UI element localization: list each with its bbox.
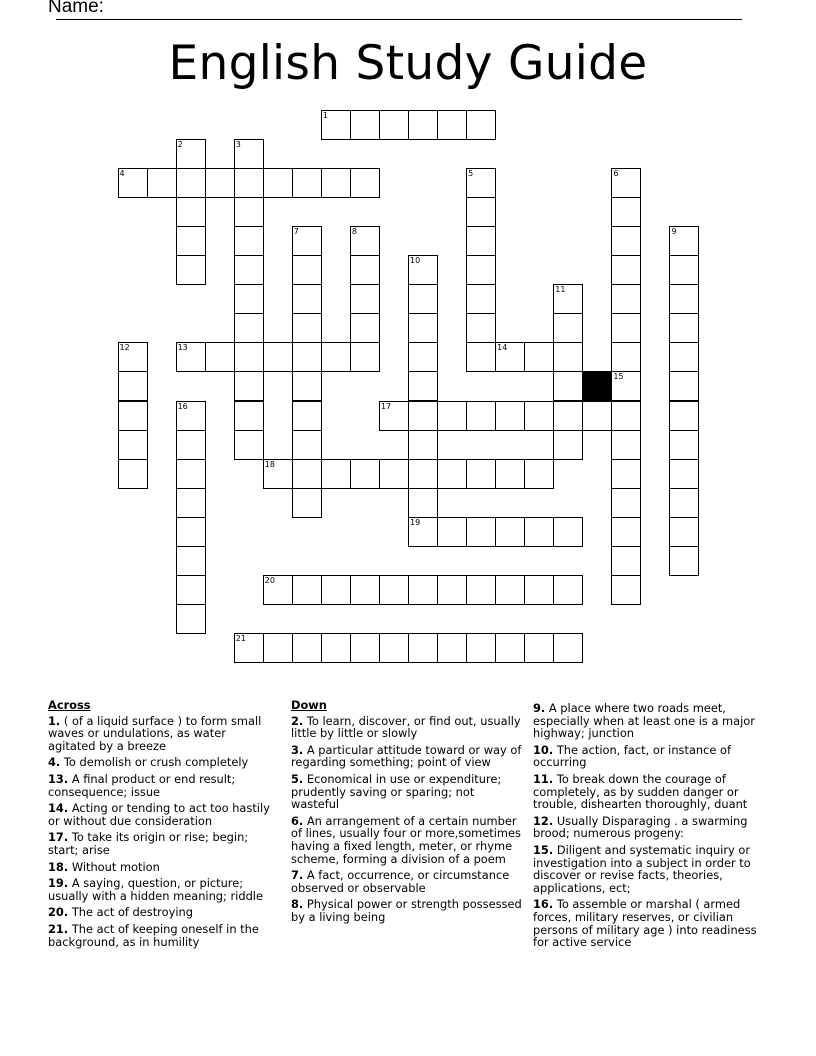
clue-text: Without motion: [71, 859, 160, 874]
crossword-cell[interactable]: [524, 401, 554, 431]
cell-number: 12: [119, 343, 130, 353]
cell-number: 11: [555, 285, 566, 295]
crossword-cell[interactable]: [118, 342, 148, 372]
crossword-cell[interactable]: [292, 168, 322, 198]
crossword-cell[interactable]: [495, 633, 525, 663]
crossword-cell[interactable]: [466, 168, 496, 198]
crossword-cell[interactable]: [234, 401, 264, 431]
crossword-cell[interactable]: [292, 342, 322, 372]
clue-text: Acting or tending to act too hastily or without due consideration: [48, 801, 270, 828]
clue-item: [533, 744, 765, 769]
clue-number: 18.: [48, 859, 69, 874]
clue-number: 20.: [48, 905, 69, 920]
crossword-cell[interactable]: [234, 633, 264, 663]
crossword-cell[interactable]: [292, 430, 322, 460]
crossword-cell[interactable]: [321, 168, 351, 198]
clue-item: [48, 861, 270, 874]
crossword-cell[interactable]: [118, 459, 148, 489]
crossword-cell[interactable]: [321, 110, 351, 140]
crossword-cell[interactable]: [611, 546, 641, 576]
cell-number: 10: [410, 256, 421, 266]
crossword-cell[interactable]: [292, 633, 322, 663]
cell-number: 4: [119, 169, 125, 179]
crossword-cell[interactable]: [466, 633, 496, 663]
crossword-cell[interactable]: [234, 284, 264, 314]
clue-number: 9.: [533, 701, 546, 715]
clue-text: A final product or end result; consequence; issue: [48, 771, 236, 799]
crossword-cell[interactable]: [350, 313, 380, 343]
clue-text: ( of a liquid surface ) to form small waves or undulations, as water agitated by a breeze: [48, 713, 262, 753]
crossword-cell[interactable]: [437, 575, 467, 605]
crossword-cell[interactable]: [408, 430, 438, 460]
crossword-cell[interactable]: [292, 488, 322, 518]
crossword-cell[interactable]: [321, 633, 351, 663]
crossword-cell[interactable]: [350, 633, 380, 663]
clue-item: [48, 906, 270, 919]
clue-text: A place where two roads meet, especially when at least one is a major highway; junction: [533, 701, 755, 741]
clue-item: [533, 844, 765, 894]
crossword-cell[interactable]: [466, 459, 496, 489]
clue-item: [291, 815, 523, 865]
crossword-cell[interactable]: [611, 197, 641, 227]
crossword-cell[interactable]: [466, 284, 496, 314]
crossword-cell[interactable]: [408, 575, 438, 605]
crossword-cell[interactable]: [176, 488, 206, 518]
cell-number: 21: [235, 633, 246, 643]
clue-text: Usually Disparaging . a swarming brood; numerous progeny:: [533, 813, 748, 841]
crossword-cell[interactable]: [292, 371, 322, 401]
crossword-cell[interactable]: [118, 168, 148, 198]
clue-number: 14.: [48, 801, 69, 816]
crossword-cell[interactable]: [466, 313, 496, 343]
crossword-cell[interactable]: [437, 517, 467, 547]
crossword-cell[interactable]: [176, 139, 206, 169]
crossword-cell[interactable]: [176, 168, 206, 198]
crossword-cell[interactable]: [669, 371, 699, 401]
clue-item: [291, 744, 523, 769]
crossword-cell[interactable]: [321, 459, 351, 489]
cell-number: 7: [293, 227, 299, 237]
crossword-cell[interactable]: [176, 226, 206, 256]
cell-number: 14: [497, 343, 508, 353]
crossword-cell[interactable]: [553, 284, 583, 314]
crossword-cell[interactable]: [350, 459, 380, 489]
clue-number: 13.: [48, 771, 69, 786]
crossword-cell[interactable]: [669, 284, 699, 314]
crossword-cell[interactable]: [176, 401, 206, 431]
crossword-cell[interactable]: [611, 226, 641, 256]
crossword-cell[interactable]: [118, 430, 148, 460]
clue-text: The act of keeping oneself in the background, as in humility: [48, 921, 259, 949]
crossword-cell[interactable]: [611, 255, 641, 285]
crossword-cell[interactable]: [669, 255, 699, 285]
crossword-cell[interactable]: [524, 633, 554, 663]
crossword-cell[interactable]: [524, 575, 554, 605]
crossword-cell[interactable]: [292, 226, 322, 256]
crossword-cell[interactable]: [234, 255, 264, 285]
crossword-cell[interactable]: [495, 459, 525, 489]
crossword-cell[interactable]: [176, 255, 206, 285]
cell-number: 1: [322, 111, 328, 120]
crossword-cell[interactable]: [669, 401, 699, 431]
crossword-cell[interactable]: [495, 401, 525, 431]
clue-item: [48, 923, 270, 948]
crossword-cell[interactable]: [321, 575, 351, 605]
cell-number: 13: [177, 343, 188, 353]
crossword-cell[interactable]: [321, 342, 351, 372]
crossword-cell[interactable]: [379, 575, 409, 605]
clue-number: 11.: [533, 771, 554, 786]
crossword-cell[interactable]: [263, 633, 293, 663]
page-title: English Study Guide: [168, 36, 648, 91]
crossword-cell[interactable]: [350, 168, 380, 198]
clue-text: A particular attitude toward or way of regarding something; point of view: [291, 742, 522, 770]
crossword-cell[interactable]: [176, 575, 206, 605]
crossword-cell[interactable]: [408, 255, 438, 285]
crossword-cell[interactable]: [292, 459, 322, 489]
crossword-cell[interactable]: [234, 342, 264, 372]
cell-number: 20: [264, 575, 275, 585]
crossword-cell[interactable]: [669, 313, 699, 343]
clue-item: [291, 715, 523, 740]
clue-item: [533, 702, 765, 740]
crossword-cell[interactable]: [176, 604, 206, 634]
crossword-cell[interactable]: [582, 401, 612, 431]
clue-item: [533, 815, 765, 840]
crossword-cell[interactable]: [350, 226, 380, 256]
clue-text: A fact, occurrence, or circumstance observed or observable: [291, 868, 510, 895]
crossword-cell[interactable]: [147, 168, 177, 198]
clue-number: 7.: [291, 868, 304, 883]
clue-number: 6.: [291, 813, 304, 828]
crossword-cell[interactable]: [611, 488, 641, 518]
crossword-cell[interactable]: [176, 459, 206, 489]
crossword-cell[interactable]: [263, 342, 293, 372]
crossword-cell[interactable]: [611, 575, 641, 605]
crossword-cell[interactable]: [408, 110, 438, 140]
clue-number: 21.: [48, 921, 69, 936]
cell-number: 15: [613, 372, 624, 382]
crossword-cell[interactable]: [292, 255, 322, 285]
crossword-cell[interactable]: [669, 430, 699, 460]
clue-text: To demolish or crush completely: [63, 755, 249, 770]
crossword-cell[interactable]: [176, 197, 206, 227]
crossword-cell[interactable]: [669, 546, 699, 576]
crossword-cell[interactable]: [553, 430, 583, 460]
crossword-cell[interactable]: [118, 371, 148, 401]
crossword-cell[interactable]: [234, 430, 264, 460]
crossword-cell[interactable]: [292, 575, 322, 605]
cell-number: 2: [177, 140, 183, 150]
clue-item: [291, 898, 523, 923]
clue-number: 10.: [533, 742, 554, 757]
crossword-cell[interactable]: [408, 313, 438, 343]
crossword-cell[interactable]: [176, 546, 206, 576]
crossword-cell[interactable]: [466, 110, 496, 140]
clue-text: Physical power or strength possessed by a living being: [291, 897, 522, 924]
clue-text: To take its origin or rise; begin; start; arise: [48, 830, 249, 857]
crossword-cell[interactable]: [234, 226, 264, 256]
down-clues-continued: [533, 702, 765, 953]
crossword-cell[interactable]: [292, 284, 322, 314]
crossword-cell[interactable]: [524, 342, 554, 372]
crossword-cell[interactable]: [263, 575, 293, 605]
clue-number: 12.: [533, 813, 554, 828]
clue-text: Economical in use or expenditure; prudently saving or sparing; not wasteful: [291, 771, 502, 812]
crossword-cell[interactable]: [408, 342, 438, 372]
crossword-cell[interactable]: [553, 342, 583, 372]
cell-number: 16: [177, 401, 188, 411]
crossword-cell[interactable]: [350, 284, 380, 314]
clue-item: [48, 802, 270, 827]
clue-number: 4.: [48, 755, 61, 770]
clue-number: 5.: [291, 771, 304, 786]
crossword-cell[interactable]: [524, 459, 554, 489]
crossword-cell[interactable]: [408, 401, 438, 431]
crossword-cell[interactable]: [350, 110, 380, 140]
clue-item: [48, 773, 270, 798]
crossword-cell[interactable]: [553, 575, 583, 605]
crossword-cell[interactable]: [234, 139, 264, 169]
crossword-cell[interactable]: [437, 633, 467, 663]
crossword-cell[interactable]: [379, 633, 409, 663]
clue-item: [533, 773, 765, 811]
crossword-cell[interactable]: [466, 255, 496, 285]
crossword-cell[interactable]: [350, 575, 380, 605]
clue-number: 17.: [48, 830, 69, 845]
clue-item: [291, 869, 523, 894]
crossword-cell[interactable]: [611, 517, 641, 547]
clue-number: 15.: [533, 842, 554, 857]
crossword-cell[interactable]: [553, 517, 583, 547]
clue-text: The act of destroying: [71, 905, 193, 920]
crossword-cell[interactable]: [234, 197, 264, 227]
crossword-cell[interactable]: [466, 575, 496, 605]
crossword-cell[interactable]: [234, 313, 264, 343]
crossword-cell[interactable]: [495, 575, 525, 605]
crossword-cell[interactable]: [466, 401, 496, 431]
across-heading: Across: [48, 698, 91, 712]
crossword-cell[interactable]: [524, 517, 554, 547]
crossword-cell[interactable]: [350, 342, 380, 372]
crossword-cell[interactable]: [350, 255, 380, 285]
clue-number: 8.: [291, 897, 304, 912]
crossword-cell[interactable]: [669, 342, 699, 372]
crossword-cell[interactable]: [669, 226, 699, 256]
crossword-cell[interactable]: [408, 284, 438, 314]
crossword-cell[interactable]: [263, 168, 293, 198]
clue-item: [533, 898, 765, 948]
clue-text: To assemble or marshal ( armed forces, military reserves, or civilian persons of military age ) into readiness for active service: [533, 897, 757, 950]
crossword-cell[interactable]: [495, 342, 525, 372]
clue-text: A saying, question, or picture; usually with a hidden meaning; riddle: [48, 876, 263, 903]
clue-item: [48, 877, 270, 902]
crossword-cell[interactable]: [611, 430, 641, 460]
clue-item: [48, 831, 270, 856]
clue-text: To break down the courage of completely, as by sudden danger or trouble, dishearten thoroughly, duant: [533, 771, 748, 812]
crossword-cell[interactable]: [611, 168, 641, 198]
crossword-cell[interactable]: [437, 110, 467, 140]
crossword-cell[interactable]: [118, 401, 148, 431]
clue-text: The action, fact, or instance of occurring: [533, 742, 732, 770]
cell-number: 5: [468, 169, 474, 179]
black-square: [582, 371, 612, 401]
crossword-cell[interactable]: [379, 401, 409, 431]
name-label: Name:: [48, 0, 104, 17]
crossword-cell[interactable]: [292, 401, 322, 431]
cell-number: 9: [671, 227, 677, 237]
crossword-cell[interactable]: [176, 517, 206, 547]
crossword-cell[interactable]: [611, 371, 641, 401]
clue-text: To learn, discover, or find out, usually little by little or slowly: [291, 713, 521, 741]
crossword-cell[interactable]: [669, 488, 699, 518]
crossword-cell[interactable]: [408, 633, 438, 663]
crossword-cell[interactable]: [176, 430, 206, 460]
crossword-cell[interactable]: [553, 313, 583, 343]
crossword-cell[interactable]: [466, 342, 496, 372]
clue-number: 1.: [48, 713, 61, 728]
crossword-cell[interactable]: [611, 459, 641, 489]
cell-number: 18: [264, 459, 275, 469]
cell-number: 3: [235, 140, 241, 150]
crossword-cell[interactable]: [553, 371, 583, 401]
crossword-cell[interactable]: [495, 517, 525, 547]
crossword-cell[interactable]: [437, 401, 467, 431]
down-heading: Down: [291, 698, 327, 712]
cell-number: 8: [351, 227, 357, 237]
crossword-cell[interactable]: [379, 459, 409, 489]
crossword-cell[interactable]: [611, 284, 641, 314]
across-clues: [48, 699, 270, 952]
crossword-cell[interactable]: [611, 313, 641, 343]
crossword-cell[interactable]: [205, 168, 235, 198]
crossword-cell[interactable]: [553, 401, 583, 431]
crossword-cell[interactable]: [234, 168, 264, 198]
cell-number: 6: [613, 169, 619, 179]
crossword-cell[interactable]: [466, 197, 496, 227]
clue-number: 2.: [291, 713, 304, 728]
down-clues: [291, 699, 523, 928]
crossword-cell[interactable]: [408, 517, 438, 547]
clue-number: 3.: [291, 742, 304, 757]
clue-text: Diligent and systematic inquiry or investigation into a subject in order to discover or revise facts, theories, applications, ect;: [533, 842, 751, 895]
crossword-cell[interactable]: [466, 517, 496, 547]
crossword-cell[interactable]: [205, 342, 235, 372]
crossword-cell[interactable]: [669, 459, 699, 489]
cell-number: 19: [410, 517, 421, 527]
crossword-cell[interactable]: [292, 313, 322, 343]
crossword-cell[interactable]: [379, 110, 409, 140]
clue-item: [48, 756, 270, 769]
clue-number: 19.: [48, 876, 69, 891]
crossword-cell[interactable]: [553, 633, 583, 663]
crossword-cell[interactable]: [408, 371, 438, 401]
clue-item: [291, 773, 523, 811]
crossword-cell[interactable]: [611, 401, 641, 431]
crossword-cell[interactable]: [263, 459, 293, 489]
crossword-cell[interactable]: [611, 342, 641, 372]
crossword-cell[interactable]: [234, 371, 264, 401]
crossword-cell[interactable]: [437, 459, 467, 489]
crossword-cell[interactable]: [466, 226, 496, 256]
clue-number: 16.: [533, 897, 554, 912]
clue-text: An arrangement of a certain number of lines, usually four or more,sometimes having a fixed length, meter, or rhyme scheme, forming a division of a poem: [291, 813, 521, 866]
clue-item: [48, 715, 270, 753]
crossword-cell[interactable]: [408, 459, 438, 489]
crossword-cell[interactable]: [408, 488, 438, 518]
crossword-cell[interactable]: [669, 517, 699, 547]
crossword-cell[interactable]: [176, 342, 206, 372]
cell-number: 17: [380, 401, 392, 411]
